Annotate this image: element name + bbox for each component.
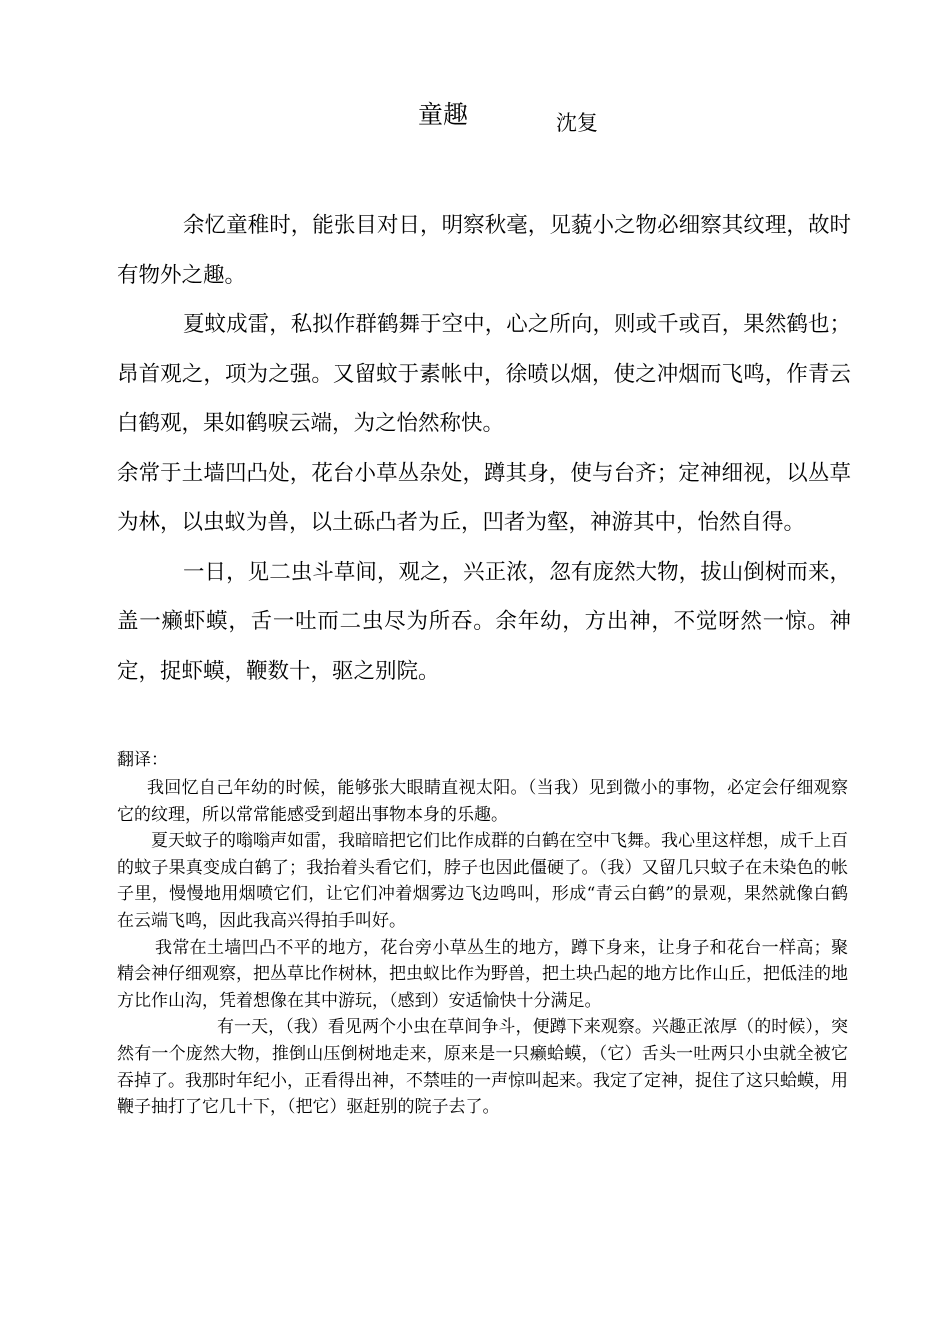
document-author: 沈复 [556,111,598,135]
translation-paragraph: 我回忆自己年幼的时候，能够张大眼睛直视太阳。（当我）见到微小的事物，必定会仔细观察它的纹理，所以常常能感受到超出事物本身的乐趣。 [117,778,848,825]
original-paragraph: 夏蚊成雷，私拟作群鹤舞于空中，心之所向，则或千或百，果然鹤也；昂首观之，项为之强。又留蚊于素帐中，徐喷以烟，使之冲烟而飞鸣，作青云白鹤观，果如鹤唳云端，为之怡然称快。 [117,312,851,436]
original-text [117,201,851,696]
translation-label: 翻译： [117,750,168,770]
translation-paragraph: 有一天，（我）看见两个小虫在草间争斗，便蹲下来观察。兴趣正浓厚（的时候），突然有一个庞然大物，推倒山压倒树地走来，原来是一只癞蛤蟆，（它）舌头一吐两只小虫就全被它吞掉了。我那时年纪小，正看得出神，不禁哇的一声惊叫起来。我定了定神，捉住了这只蛤蟆，用鞭子抽打了它几十下，（把它）驱赶别的院子去了。 [117,1017,848,1118]
original-paragraph: 余忆童稚时，能张目对日，明察秋毫，见藐小之物必细察其纹理，故时有物外之趣。 [117,213,851,288]
translation-paragraph: 我常在土墙凹凸不平的地方，花台旁小草丛生的地方，蹲下身来，让身子和花台一样高；聚精会神仔细观察，把丛草比作树林，把虫蚁比作为野兽，把土块凸起的地方比作山丘，把低洼的地方比作山沟，凭着想像在其中游玩，（感到）安适愉快十分满足。 [117,937,848,1011]
original-paragraph: 余常于土墙凹凸处，花台小草丛杂处，蹲其身，使与台齐；定神细视，以丛草为林，以虫蚁为兽，以土砾凸者为丘，凹者为壑，神游其中，怡然自得。 [117,460,851,535]
original-paragraph: 一日，见二虫斗草间，观之，兴正浓，忽有庞然大物，拔山倒树而来，盖一癞虾蟆，舌一吐而二虫尽为所吞。余年幼，方出神，不觉呀然一惊。神定，捉虾蟆，鞭数十，驱之别院。 [117,559,851,684]
translation-paragraph: 夏天蚊子的嗡嗡声如雷，我暗暗把它们比作成群的白鹤在空中飞舞。我心里这样想，成千上百的蚊子果真变成白鹤了；我抬着头看它们，脖子也因此僵硬了。（我）又留几只蚊子在未染色的帐子里，慢慢地用烟喷它们，让它们冲着烟雾边飞边鸣叫，形成“青云白鹤”的景观，果然就像白鹤在云端飞鸣，因此我高兴得拍手叫好。 [117,831,848,931]
translation-text [117,775,848,1121]
document-title: 童趣 [418,100,469,129]
